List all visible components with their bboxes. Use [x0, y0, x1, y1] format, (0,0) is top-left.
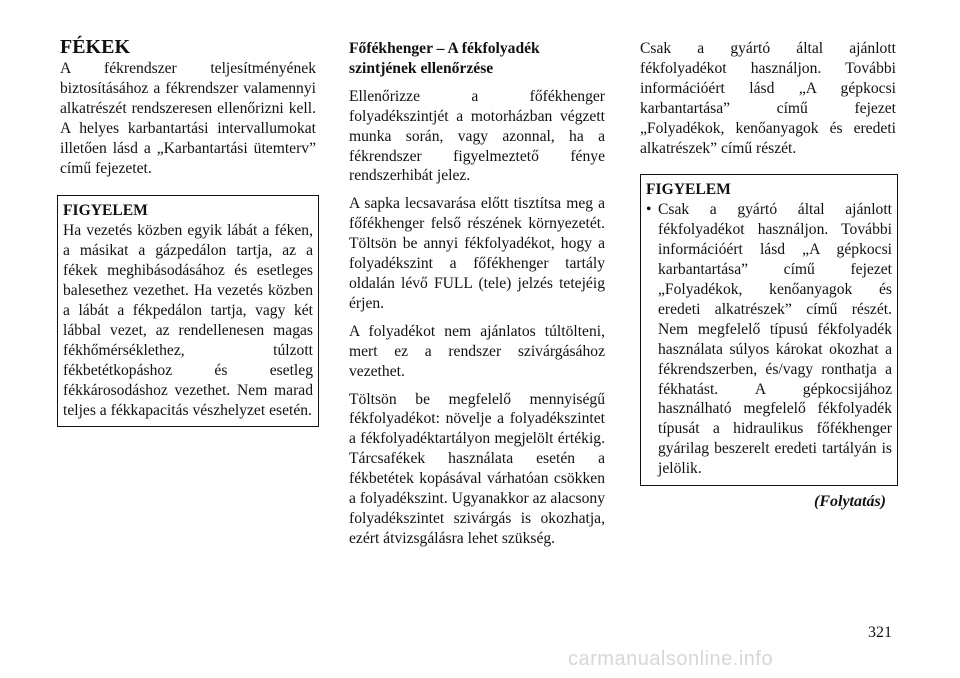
warning-title: FIGYELEM	[63, 202, 148, 220]
continued-label: (Folytatás)	[814, 493, 886, 511]
paragraph-fluid-level: Töltsön be megfelelő mennyiségű fékfolyadékot: növelje a folyadékszintet a fékfolyadéktartályon megjelölt értékig. Tárcsafékek használata esetén a fékbetétek kopásával várhatóan csökken a folyadékszint. Ugyanakkor az alacsony folyadékszintet szivárgás is okozhatja, ezért átvizsgálásra lehet szükség.	[349, 390, 605, 547]
column-left	[60, 36, 316, 427]
paragraph-overfill: A folyadékot nem ajánlatos túltölteni, mert ez a rendszer szivárgásához vezethet.	[349, 322, 605, 380]
page-number: 321	[868, 624, 892, 641]
warning-box-brakes	[57, 195, 319, 427]
warning-box-fluid	[640, 174, 898, 486]
column-right	[640, 39, 896, 512]
subsection-heading-line2: szintjének ellenőrzése	[349, 59, 494, 77]
subsection-heading-line1: Főfékhenger – A fékfolyadék	[349, 40, 540, 57]
warning-text: Csak a gyártó által ajánlott fékfolyadékot használjon. További információért lásd „A gépkocsi karbantartása” című fejezet „Folyadékok, kenőanyagok és eredeti alkatrészek” című részét. Nem megfelelő típusú fékfolyadék használata súlyos károkat okozhat a fékrendszerben, és/vagy ronthatja a fékhatást. A gépkocsijához használható megfelelő fékfolyadék típusát a hidraulikus főfékhenger gyárilag beszerelt eredeti tartályán is jelölik.	[658, 201, 892, 478]
intro-paragraph: A fékrendszer teljesítményének biztosításához a fékrendszer valamennyi alkatrészét rendszeresen ellenőrizni kell. A helyes karbantartási intervallumokat illetően lásd a „Karbantartási ütemterv” című fejezetet.	[60, 60, 316, 177]
paragraph-check-level: Ellenőrizze a főfékhenger folyadékszintjét a motorházban végzett munka során, vagy azonnal, ha a fékrendszer figyelmeztető fénye rendszerhibát jelez.	[349, 87, 605, 185]
column-middle	[349, 39, 605, 557]
section-title: FÉKEK	[60, 36, 131, 58]
paragraph-fluid-type: Csak a gyártó által ajánlott fékfolyadékot használjon. További információért lásd „A gépkocsi karbantartása” című fejezet „Folyadékok, kenőanyagok és eredeti alkatrészek” című részét.	[640, 40, 896, 157]
subsection-heading	[349, 39, 605, 79]
paragraph-fill: A sapka lecsavarása előtt tisztítsa meg a főfékhenger felső részének környezetét. Töltsön be annyi fékfolyadékot, hogy a folyadékszint a főfékhenger tartály oldalán lévő FULL (tele) jelzés tetejéig érjen.	[349, 195, 605, 312]
watermark: carmanualsonline.info	[568, 648, 774, 670]
warning-bullet-item	[646, 200, 892, 479]
warning-title: FIGYELEM	[646, 181, 731, 199]
warning-text: Ha vezetés közben egyik lábát a féken, a másikat a gázpedálon tartja, az a fékek meghibásodásához és esetleges balesethez vezethet. Ha vezetés közben a lábát a fékpedálon tartja, vagy két lábbal vezet, az rendellenesen magas fékhőmérséklethez, túlzott fékbetétkopáshoz és esetleg fékkárosodáshoz vezethet. Nem marad teljes a fékkapacitás vészhelyzet esetén.	[63, 222, 313, 419]
bullet-glyph: •	[646, 201, 652, 219]
